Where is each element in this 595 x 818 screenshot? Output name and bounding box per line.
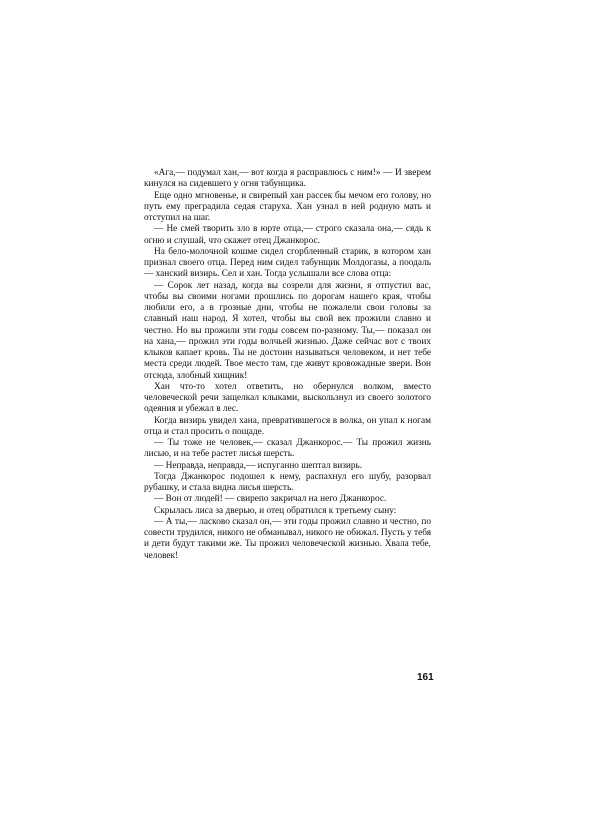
paragraph: На бело-молочной кошме сидел сгорбленный старик, в котором хан признал своего отца. Перед ним сидел табунщик Молдогазы, а поодаль — ханский визирь. Сел и хан. Тогда услышали все слова отца: <box>144 246 431 280</box>
page-number: 161 <box>417 672 434 683</box>
paragraph: — Сорок лет назад, когда вы созрели для жизни, я отпустил вас, чтобы вы своими ногами прошлись по дорогам нашего края, чтобы любили его, а в грозные дни, чтобы не пожалели свои головы за славный наш народ. Я хотел, чтобы вы свой век прожили славно и честно. Но вы прожили эти годы совсем по-разному. Ты,— показал он на хана,— прожил эти годы волчьей жизнью. Даже сейчас вот с твоих клыков капает кровь. Ты не достоин называться человеком, и нет тебе места среди людей. Твое место там, где живут кровожадные звери. Вон отсюда, злобный хищник! <box>144 280 431 381</box>
paragraph: Скрылась лиса за дверью, и отец обратился к третьему сыну: <box>154 505 397 516</box>
paragraph: Когда визирь увидел хана, превратившегося в волка, он упал к ногам отца и стал просить о пощаде. <box>144 415 431 437</box>
paragraph: Еще одно мгновенье, и свирепый хан рассек бы мечом его голову, но путь ему преградила седая старуха. Хан узнал в ней родную мать и отступил на шаг. <box>144 190 431 223</box>
paragraph: — Неправда, неправда,— испуганно шептал визирь. <box>154 460 363 471</box>
paragraph: «Ага,— подумал хан,— вот когда я расправлюсь с ним!» — И зверем кинулся на сидевшего у огня табунщика. <box>144 168 431 190</box>
body-text <box>144 168 431 562</box>
paragraph: Хан что-то хотел ответить, но обернулся волком, вместо человеческой речи защелкал клыками, выскользнул из своего золотого одеяния и убежал в лес. <box>144 381 431 415</box>
paragraph: — А ты,— ласково сказал он,— эти годы прожил славно и честно, по совести трудился, никого не обманывал, никого не обижал. Пусть у тебя и дети будут такими же. Ты прожил человеческой жизнью. Хвала тебе, человек! <box>144 516 431 561</box>
paragraph: — Не смей творить зло в юрте отца,— строго сказала она,— сядь к огню и слушай, что скажет отец Джанкорос. <box>144 224 431 246</box>
paragraph: Тогда Джанкорос подошел к нему, распахнул его шубу, разорвал рубашку, и стала видна лисья шерсть. <box>144 471 431 493</box>
paragraph: — Вон от людей! — свирепо закричал на него Джанкорос. <box>154 494 387 505</box>
paragraph: — Ты тоже не человек,— сказал Джанкорос.— Ты прожил жизнь лисью, и на тебе растет лисья шерсть. <box>144 438 431 460</box>
